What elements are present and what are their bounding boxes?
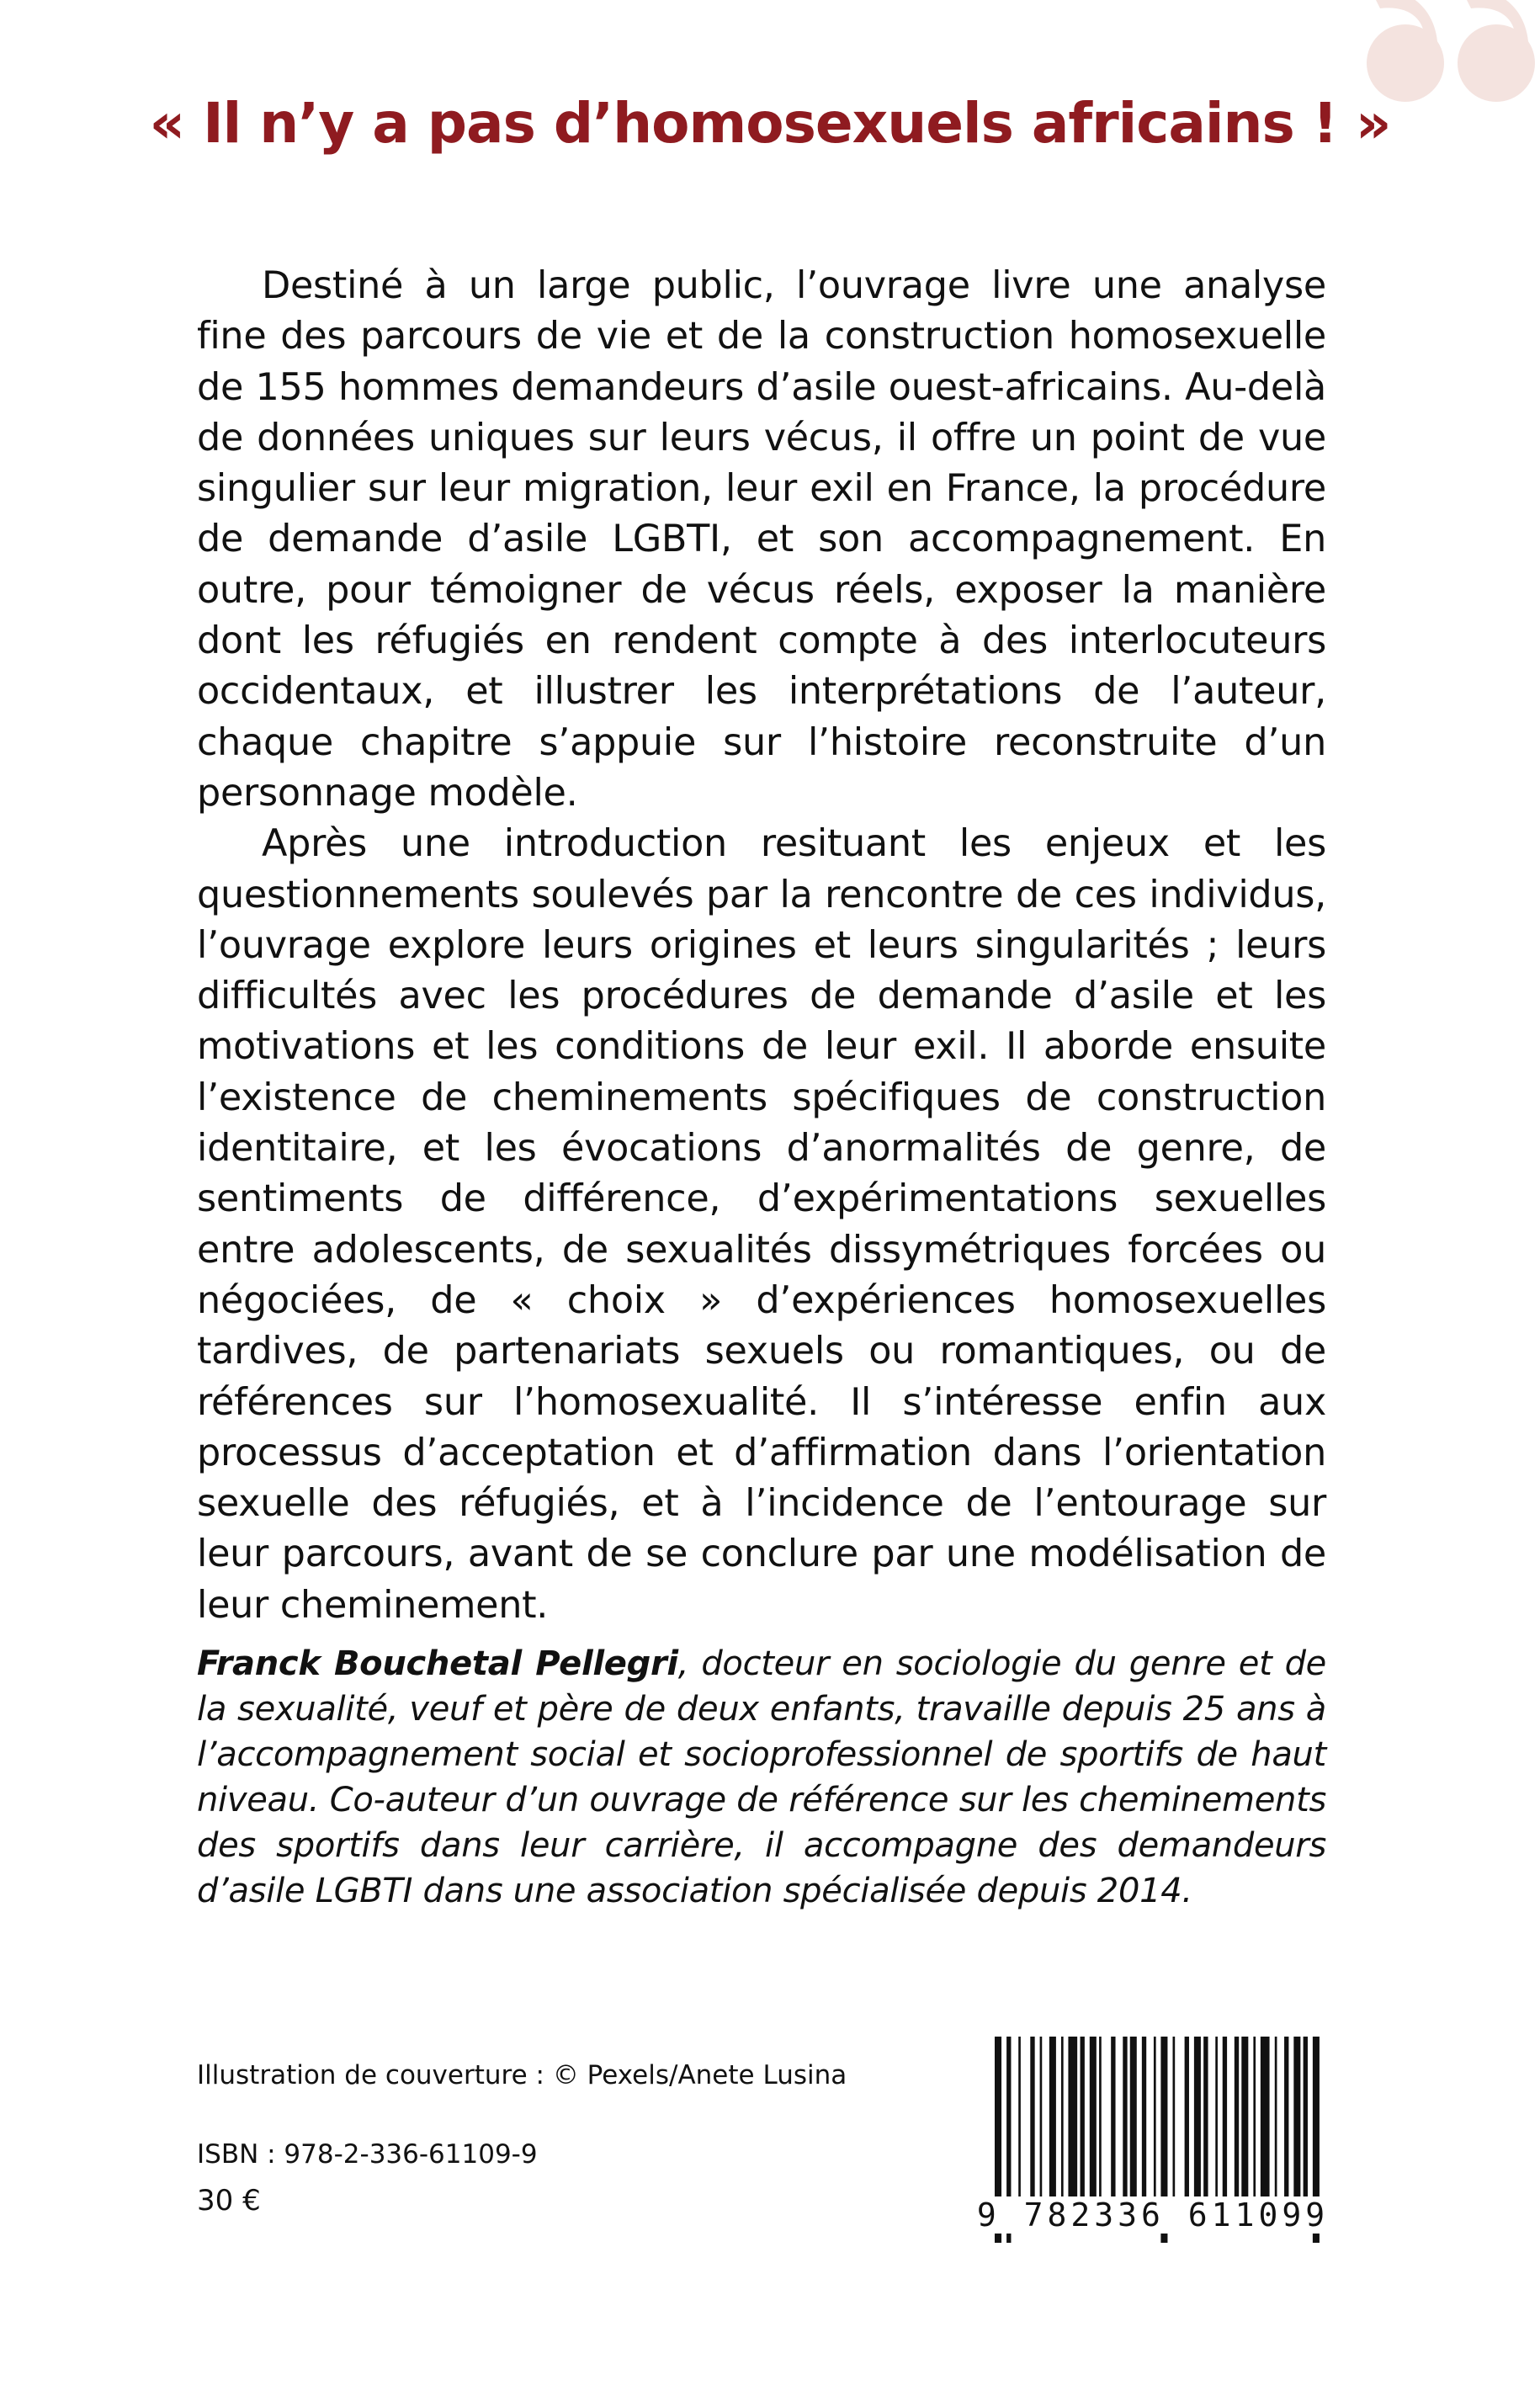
barcode-bar xyxy=(1154,2037,1156,2205)
barcode-bar xyxy=(1223,2037,1227,2205)
author-bio-text: , docteur en sociologie du genre et de la sexualité, veuf et père de deux enfants, travaille depuis 25 ans à l’accompagnement social et socioprofessionnel de sportifs de haut niveau. Co-auteur d’un ouvrage de référence sur les cheminements des sportifs dans leur carrière, il accompagne des demandeurs d’asile LGBTI dans une association spécialisée depuis 2014. xyxy=(197,1644,1326,1910)
barcode-bar xyxy=(1293,2037,1300,2205)
barcode-bar xyxy=(1130,2037,1137,2205)
barcode-bar xyxy=(1215,2037,1218,2205)
barcode-bar xyxy=(1253,2037,1256,2205)
summary-paragraph: Après une introduction resituant les enjeux et les questionnements soulevés par la rencontre de ces individus, l’ouvrage explore leurs origines et leurs singularités ; leurs difficultés avec les procédures de demande d’asile et les motivations et les conditions de leur exil. Il aborde ensuite l’existence de cheminements spécifiques de construction identitaire, et les évocations d’anormalités de genre, de sentiments de différence, d’expérimentations sexuelles entre adolescents, de sexualités dissymétriques forcées ou négociées, de « choix » d’expériences homosexuelles tardives, de partenariats sexuels ou romantiques, ou de références sur l’homosexualité. Il s’intéresse enfin aux processus d’acceptation et d’affirmation dans l’orientation sexuelle des réfugiés, et à l’incidence de l’entourage sur leur parcours, avant de se conclure par une modélisation de leur cheminement. xyxy=(197,822,1326,1627)
author-bio xyxy=(197,1641,1326,1914)
barcode-bar xyxy=(1111,2037,1115,2205)
barcode-bar xyxy=(1185,2037,1189,2205)
barcode-bar xyxy=(1194,2037,1201,2205)
summary-paragraph: Destiné à un large public, l’ouvrage livre une analyse fine des parcours de vie et de la construction homosexuelle de 155 hommes demandeurs d’asile ouest-africains. Au-delà de données uniques sur leurs vécus, il offre un point de vue singulier sur leur migration, leur exil en France, la procédure de demande d’asile LGBTI, et son accompagnement. En outre, pour témoigner de vécus réels, exposer la manière dont les réfugiés en rendent compte à des interlocuteurs occidentaux, et illustrer les interprétations de l’auteur, chaque chapitre s’appuie sur l’histoire reconstruite d’un personnage modèle. xyxy=(197,264,1326,815)
barcode-bar xyxy=(1203,2037,1208,2205)
barcode-bar xyxy=(1173,2037,1176,2205)
barcode-bar xyxy=(1030,2037,1034,2205)
barcode-bar xyxy=(1090,2037,1097,2205)
barcode-bar xyxy=(1261,2037,1270,2205)
barcode-bar xyxy=(1061,2037,1064,2205)
cover-credit: Illustration de couverture : © Pexels/Anete Lusina xyxy=(197,2060,847,2090)
barcode-bar xyxy=(1275,2037,1277,2205)
isbn: ISBN : 978-2-336-61109-9 xyxy=(197,2139,538,2170)
barcode-bar xyxy=(1068,2037,1077,2205)
barcode-bar xyxy=(1235,2037,1239,2205)
barcode-bar xyxy=(1284,2037,1288,2205)
barcode-digits: 9 782336 611099 xyxy=(976,2196,1330,2234)
author-name: Franck Bouchetal Pellegri xyxy=(197,1644,678,1683)
barcode-bar xyxy=(1099,2037,1102,2205)
summary-text xyxy=(197,261,1326,1631)
barcode-bar xyxy=(1049,2037,1056,2205)
barcode-bar xyxy=(1241,2037,1248,2205)
price: 30 € xyxy=(197,2184,261,2218)
barcode-bar xyxy=(1081,2037,1085,2205)
barcode-bar xyxy=(1018,2037,1021,2205)
barcode-bar xyxy=(1123,2037,1127,2205)
barcode-bar xyxy=(1040,2037,1043,2205)
book-title: « Il n’y a pas d’homosexuels africains ! » xyxy=(149,91,1391,156)
barcode-bar xyxy=(1304,2037,1308,2205)
barcode-bar xyxy=(1142,2037,1146,2205)
